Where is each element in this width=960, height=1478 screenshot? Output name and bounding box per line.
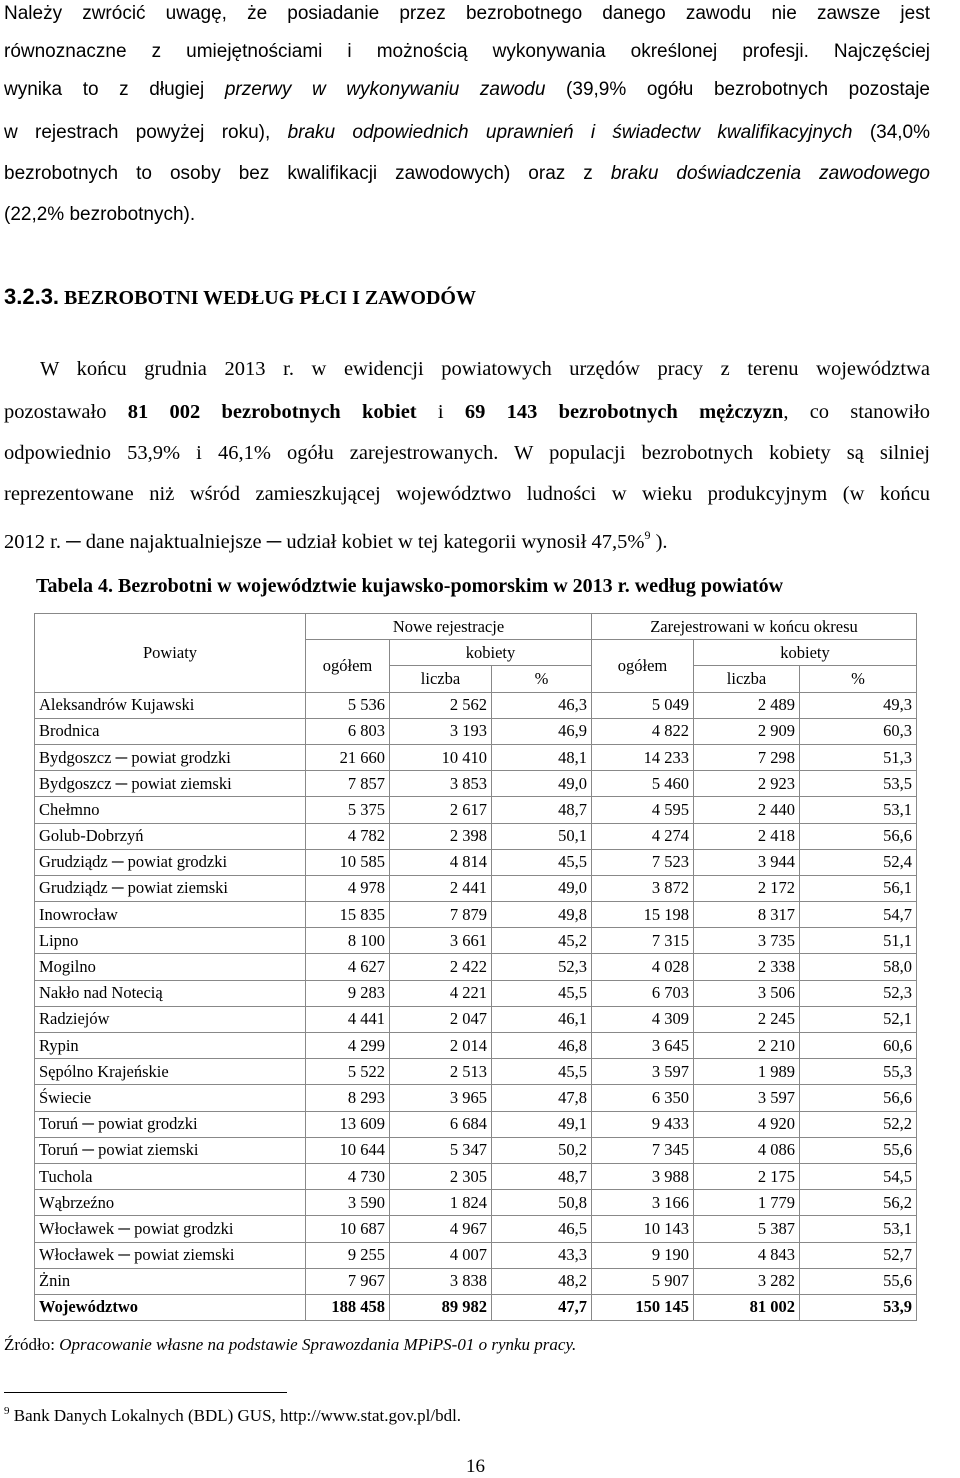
table-cell: 5 387: [694, 1216, 800, 1242]
table-cell: 54,7: [800, 902, 917, 928]
table-cell: 2 440: [694, 797, 800, 823]
table-cell: 2 305: [390, 1163, 492, 1189]
header-kobiety: kobiety: [694, 640, 917, 666]
text-span: bezrobotnych to osoby bez kwalifikacji zawodowych) oraz z: [4, 163, 593, 184]
row-label: Świecie: [35, 1085, 306, 1111]
table-cell: 5 049: [592, 692, 694, 718]
section-title: BEZROBOTNI WEDŁUG PŁCI I ZAWODÓW: [64, 287, 476, 309]
row-label: Inowrocław: [35, 902, 306, 928]
header-liczba: liczba: [694, 666, 800, 692]
table-cell: 5 460: [592, 771, 694, 797]
table-row: [35, 980, 917, 1006]
text-span-bold: 81 002 bezrobotnych kobiet: [127, 401, 417, 423]
table-cell: 3 735: [694, 928, 800, 954]
table-cell: 54,5: [800, 1163, 917, 1189]
table-cell: 8 293: [306, 1085, 390, 1111]
table-cell: 53,1: [800, 797, 917, 823]
table-cell: 2 245: [694, 1006, 800, 1032]
table-cell: 56,6: [800, 1085, 917, 1111]
table-cell: 89 982: [390, 1294, 492, 1320]
header-powiaty: Powiaty: [35, 614, 306, 693]
table-cell: 5 907: [592, 1268, 694, 1294]
text-line: [4, 400, 930, 424]
table-cell: 56,6: [800, 823, 917, 849]
table-cell: 10 143: [592, 1216, 694, 1242]
table-row: [35, 928, 917, 954]
table-cell: 43,3: [492, 1242, 592, 1268]
table-cell: 5 536: [306, 692, 390, 718]
row-label: Chełmno: [35, 797, 306, 823]
table-row: [35, 1190, 917, 1216]
footnote-divider: [4, 1392, 287, 1393]
table-cell: 52,2: [800, 1111, 917, 1137]
table-cell: 2 923: [694, 771, 800, 797]
table-cell: 53,5: [800, 771, 917, 797]
source-label: Źródło:: [4, 1335, 55, 1354]
table-cell: 58,0: [800, 954, 917, 980]
table-cell: 2 398: [390, 823, 492, 849]
table-row: [35, 1111, 917, 1137]
footnote: [4, 1405, 461, 1426]
source-note: [4, 1335, 576, 1355]
table-cell: 46,1: [492, 1006, 592, 1032]
row-label: Rypin: [35, 1033, 306, 1059]
table-cell: 2 617: [390, 797, 492, 823]
table-cell: 2 210: [694, 1033, 800, 1059]
table-cell: 8 317: [694, 902, 800, 928]
table-cell: 8 100: [306, 928, 390, 954]
table-cell: 4 221: [390, 980, 492, 1006]
text-span: , co stanowiło: [783, 401, 931, 423]
table-cell: 52,1: [800, 1006, 917, 1032]
table-cell: 3 597: [592, 1059, 694, 1085]
table-cell: 4 299: [306, 1033, 390, 1059]
row-label: Toruń ─ powiat grodzki: [35, 1111, 306, 1137]
table-cell: 10 644: [306, 1137, 390, 1163]
table-cell: 3 282: [694, 1268, 800, 1294]
table-cell: 47,8: [492, 1085, 592, 1111]
text-span: 2012 r. ─ dane najaktualniejsze ─ udział kobiet w tej kategorii wynosił 47,5%: [4, 531, 645, 553]
text-line: Należy zwrócić uwagę, że posiadanie przez bezrobotnego danego zawodu nie zawsze jest: [4, 3, 930, 24]
row-label: Sępólno Krajeńskie: [35, 1059, 306, 1085]
text-line: odpowiednio 53,9% i 46,1% ogółu zarejestrowanych. W populacji bezrobotnych kobiety są silniej: [4, 442, 930, 464]
text-span-italic: braku odpowiednich uprawnień i świadectw kwalifikacyjnych: [287, 122, 853, 143]
table-cell: 4 441: [306, 1006, 390, 1032]
row-label: Radziejów: [35, 1006, 306, 1032]
row-label: Golub-Dobrzyń: [35, 823, 306, 849]
table-cell: 1 779: [694, 1190, 800, 1216]
table-cell: 3 597: [694, 1085, 800, 1111]
text-span: ).: [655, 531, 668, 553]
row-label: Toruń ─ powiat ziemski: [35, 1137, 306, 1163]
table-cell: 9 255: [306, 1242, 390, 1268]
table-cell: 4 782: [306, 823, 390, 849]
table-cell: 7 879: [390, 902, 492, 928]
page-number: 16: [466, 1456, 485, 1477]
table-cell: 45,5: [492, 1059, 592, 1085]
row-label: Grudziądz ─ powiat ziemski: [35, 875, 306, 901]
table-row: [35, 1059, 917, 1085]
table-cell: 56,2: [800, 1190, 917, 1216]
table-cell: 2 047: [390, 1006, 492, 1032]
table-cell: 4 843: [694, 1242, 800, 1268]
table-cell: 46,8: [492, 1033, 592, 1059]
table-cell: 3 590: [306, 1190, 390, 1216]
table-cell: 45,5: [492, 849, 592, 875]
row-label: Włocławek ─ powiat ziemski: [35, 1242, 306, 1268]
header-ogolem: ogółem: [306, 640, 390, 692]
table-cell: 7 298: [694, 744, 800, 770]
table-cell: 4 978: [306, 875, 390, 901]
footnote-text: Bank Danych Lokalnych (BDL) GUS, http://www.stat.gov.pl/bdl.: [13, 1406, 462, 1425]
table-cell: 49,1: [492, 1111, 592, 1137]
footnote-ref[interactable]: 9: [644, 528, 651, 542]
table-row: [35, 744, 917, 770]
table-cell: 5 347: [390, 1137, 492, 1163]
row-label: Województwo: [35, 1294, 306, 1320]
table-cell: 3 853: [390, 771, 492, 797]
text-line: [4, 162, 930, 186]
table-cell: 150 145: [592, 1294, 694, 1320]
table-cell: 6 703: [592, 980, 694, 1006]
table-row: [35, 954, 917, 980]
row-label: Brodnica: [35, 718, 306, 744]
text-span-italic: braku doświadczenia zawodowego: [610, 163, 930, 184]
table-cell: 3 872: [592, 875, 694, 901]
table-cell: 10 585: [306, 849, 390, 875]
table-cell: 3 965: [390, 1085, 492, 1111]
header-zarejestrowani: Zarejestrowani w końcu okresu: [592, 614, 917, 640]
table-cell: 9 283: [306, 980, 390, 1006]
table-cell: 2 489: [694, 692, 800, 718]
table-row: [35, 1033, 917, 1059]
table-cell: 15 198: [592, 902, 694, 928]
text-span-italic: przerwy w wykonywaniu zawodu: [224, 79, 546, 100]
table-cell: 1 989: [694, 1059, 800, 1085]
section-heading: [4, 284, 476, 310]
table-cell: 2 338: [694, 954, 800, 980]
row-label: Żnin: [35, 1268, 306, 1294]
table-row: [35, 1268, 917, 1294]
table-cell: 45,5: [492, 980, 592, 1006]
table-row: [35, 902, 917, 928]
table-cell: 4 822: [592, 718, 694, 744]
header-procent: %: [800, 666, 917, 692]
table-cell: 7 345: [592, 1137, 694, 1163]
text-line: (22,2% bezrobotnych).: [4, 204, 196, 225]
row-label: Lipno: [35, 928, 306, 954]
table-cell: 7 315: [592, 928, 694, 954]
table-cell: 47,7: [492, 1294, 592, 1320]
table-row: [35, 1242, 917, 1268]
row-label: Włocławek ─ powiat grodzki: [35, 1216, 306, 1242]
table-cell: 3 838: [390, 1268, 492, 1294]
table-cell: 48,7: [492, 1163, 592, 1189]
table-cell: 52,3: [800, 980, 917, 1006]
table-row-total: [35, 1294, 917, 1320]
text-line: [4, 523, 668, 554]
table-cell: 10 687: [306, 1216, 390, 1242]
table-cell: 4 627: [306, 954, 390, 980]
row-label: Aleksandrów Kujawski: [35, 692, 306, 718]
text-span-bold: 69 143 bezrobotnych mężczyzn: [464, 401, 784, 423]
table-cell: 1 824: [390, 1190, 492, 1216]
table-cell: 3 661: [390, 928, 492, 954]
table-cell: 4 814: [390, 849, 492, 875]
row-label: Tuchola: [35, 1163, 306, 1189]
table-cell: 3 645: [592, 1033, 694, 1059]
text-span: w rejestrach powyżej roku),: [4, 122, 271, 143]
header-kobiety: kobiety: [390, 640, 592, 666]
table-cell: 55,3: [800, 1059, 917, 1085]
table-cell: 52,7: [800, 1242, 917, 1268]
header-procent: %: [492, 666, 592, 692]
table-cell: 50,2: [492, 1137, 592, 1163]
table-cell: 3 166: [592, 1190, 694, 1216]
table-cell: 2 418: [694, 823, 800, 849]
table-cell: 50,8: [492, 1190, 592, 1216]
table-cell: 6 684: [390, 1111, 492, 1137]
table-row: [35, 1085, 917, 1111]
text-span: (34,0%: [869, 122, 931, 143]
table-row: [35, 849, 917, 875]
table-cell: 49,0: [492, 771, 592, 797]
table-cell: 4 028: [592, 954, 694, 980]
table-cell: 51,3: [800, 744, 917, 770]
table-cell: 48,2: [492, 1268, 592, 1294]
header-ogolem: ogółem: [592, 640, 694, 692]
text-span: wynika to z długiej: [4, 79, 205, 100]
table-cell: 6 350: [592, 1085, 694, 1111]
table-cell: 4 595: [592, 797, 694, 823]
table-row: [35, 797, 917, 823]
table-cell: 5 375: [306, 797, 390, 823]
header-nowe-rejestracje: Nowe rejestracje: [306, 614, 592, 640]
table-title: Tabela 4. Bezrobotni w województwie kujawsko-pomorskim w 2013 r. według powiatów: [36, 575, 784, 597]
table-cell: 4 086: [694, 1137, 800, 1163]
table-cell: 51,1: [800, 928, 917, 954]
table-cell: 48,1: [492, 744, 592, 770]
table-cell: 14 233: [592, 744, 694, 770]
text-line: [4, 78, 930, 102]
table-cell: 4 007: [390, 1242, 492, 1268]
table-cell: 2 909: [694, 718, 800, 744]
table-cell: 188 458: [306, 1294, 390, 1320]
table-cell: 49,8: [492, 902, 592, 928]
table-cell: 3 193: [390, 718, 492, 744]
text-line: reprezentowane niż wśród zamieszkującej województwo ludności w wieku produkcyjnym (w końcu: [4, 483, 930, 505]
section-number: 3.2.3.: [4, 284, 60, 309]
table-cell: 4 920: [694, 1111, 800, 1137]
table-cell: 46,3: [492, 692, 592, 718]
table-row: [35, 875, 917, 901]
table-cell: 2 441: [390, 875, 492, 901]
table-cell: 2 422: [390, 954, 492, 980]
table-cell: 6 803: [306, 718, 390, 744]
row-label: Bydgoszcz ─ powiat grodzki: [35, 744, 306, 770]
table-row: [35, 1216, 917, 1242]
table-cell: 45,2: [492, 928, 592, 954]
table-cell: 52,3: [492, 954, 592, 980]
table-cell: 52,4: [800, 849, 917, 875]
table-cell: 2 175: [694, 1163, 800, 1189]
table-cell: 2 513: [390, 1059, 492, 1085]
table-cell: 50,1: [492, 823, 592, 849]
table-cell: 4 967: [390, 1216, 492, 1242]
table-cell: 56,1: [800, 875, 917, 901]
table-cell: 60,6: [800, 1033, 917, 1059]
table-cell: 2 014: [390, 1033, 492, 1059]
header-liczba: liczba: [390, 666, 492, 692]
table-cell: 9 433: [592, 1111, 694, 1137]
table-cell: 4 730: [306, 1163, 390, 1189]
text-line: [4, 121, 930, 145]
table-cell: 7 967: [306, 1268, 390, 1294]
table-cell: 4 309: [592, 1006, 694, 1032]
row-label: Bydgoszcz ─ powiat ziemski: [35, 771, 306, 797]
table-cell: 49,0: [492, 875, 592, 901]
table-row: [35, 771, 917, 797]
table-row: [35, 1163, 917, 1189]
table-cell: 46,5: [492, 1216, 592, 1242]
table-cell: 15 835: [306, 902, 390, 928]
table-cell: 2 562: [390, 692, 492, 718]
table-row: [35, 1006, 917, 1032]
table-cell: 7 523: [592, 849, 694, 875]
table-cell: 55,6: [800, 1137, 917, 1163]
table-cell: 81 002: [694, 1294, 800, 1320]
table-cell: 53,9: [800, 1294, 917, 1320]
table-cell: 55,6: [800, 1268, 917, 1294]
table-row: [35, 823, 917, 849]
table-body: [35, 692, 917, 1321]
table-row: [35, 1137, 917, 1163]
table-cell: 3 506: [694, 980, 800, 1006]
text-span: (39,9% ogółu bezrobotnych pozostaje: [566, 79, 930, 100]
text-span: pozostawało: [4, 401, 107, 423]
table-cell: 13 609: [306, 1111, 390, 1137]
table-cell: 9 190: [592, 1242, 694, 1268]
data-table: [34, 613, 917, 1321]
text-line: równoznaczne z umiejętnościami i możnością wykonywania określonej profesji. Najczęściej: [4, 41, 930, 62]
table-cell: 3 988: [592, 1163, 694, 1189]
table-cell: 53,1: [800, 1216, 917, 1242]
table-row: [35, 692, 917, 718]
table-cell: 7 857: [306, 771, 390, 797]
table-cell: 4 274: [592, 823, 694, 849]
text-line: W końcu grudnia 2013 r. w ewidencji powiatowych urzędów pracy z terenu województwa: [40, 358, 930, 380]
table-cell: 10 410: [390, 744, 492, 770]
footnote-marker: 9: [4, 1405, 10, 1417]
table-cell: 5 522: [306, 1059, 390, 1085]
row-label: Grudziądz ─ powiat grodzki: [35, 849, 306, 875]
table-cell: 60,3: [800, 718, 917, 744]
table-row: [35, 718, 917, 744]
row-label: Wąbrzeźno: [35, 1190, 306, 1216]
table-cell: 3 944: [694, 849, 800, 875]
table-cell: 49,3: [800, 692, 917, 718]
table-cell: 21 660: [306, 744, 390, 770]
table-cell: 2 172: [694, 875, 800, 901]
text-span: i: [437, 401, 444, 423]
table-cell: 46,9: [492, 718, 592, 744]
row-label: Mogilno: [35, 954, 306, 980]
row-label: Nakło nad Notecią: [35, 980, 306, 1006]
source-text: Opracowanie własne na podstawie Sprawozdania MPiPS-01 o rynku pracy.: [59, 1335, 577, 1354]
table-cell: 48,7: [492, 797, 592, 823]
